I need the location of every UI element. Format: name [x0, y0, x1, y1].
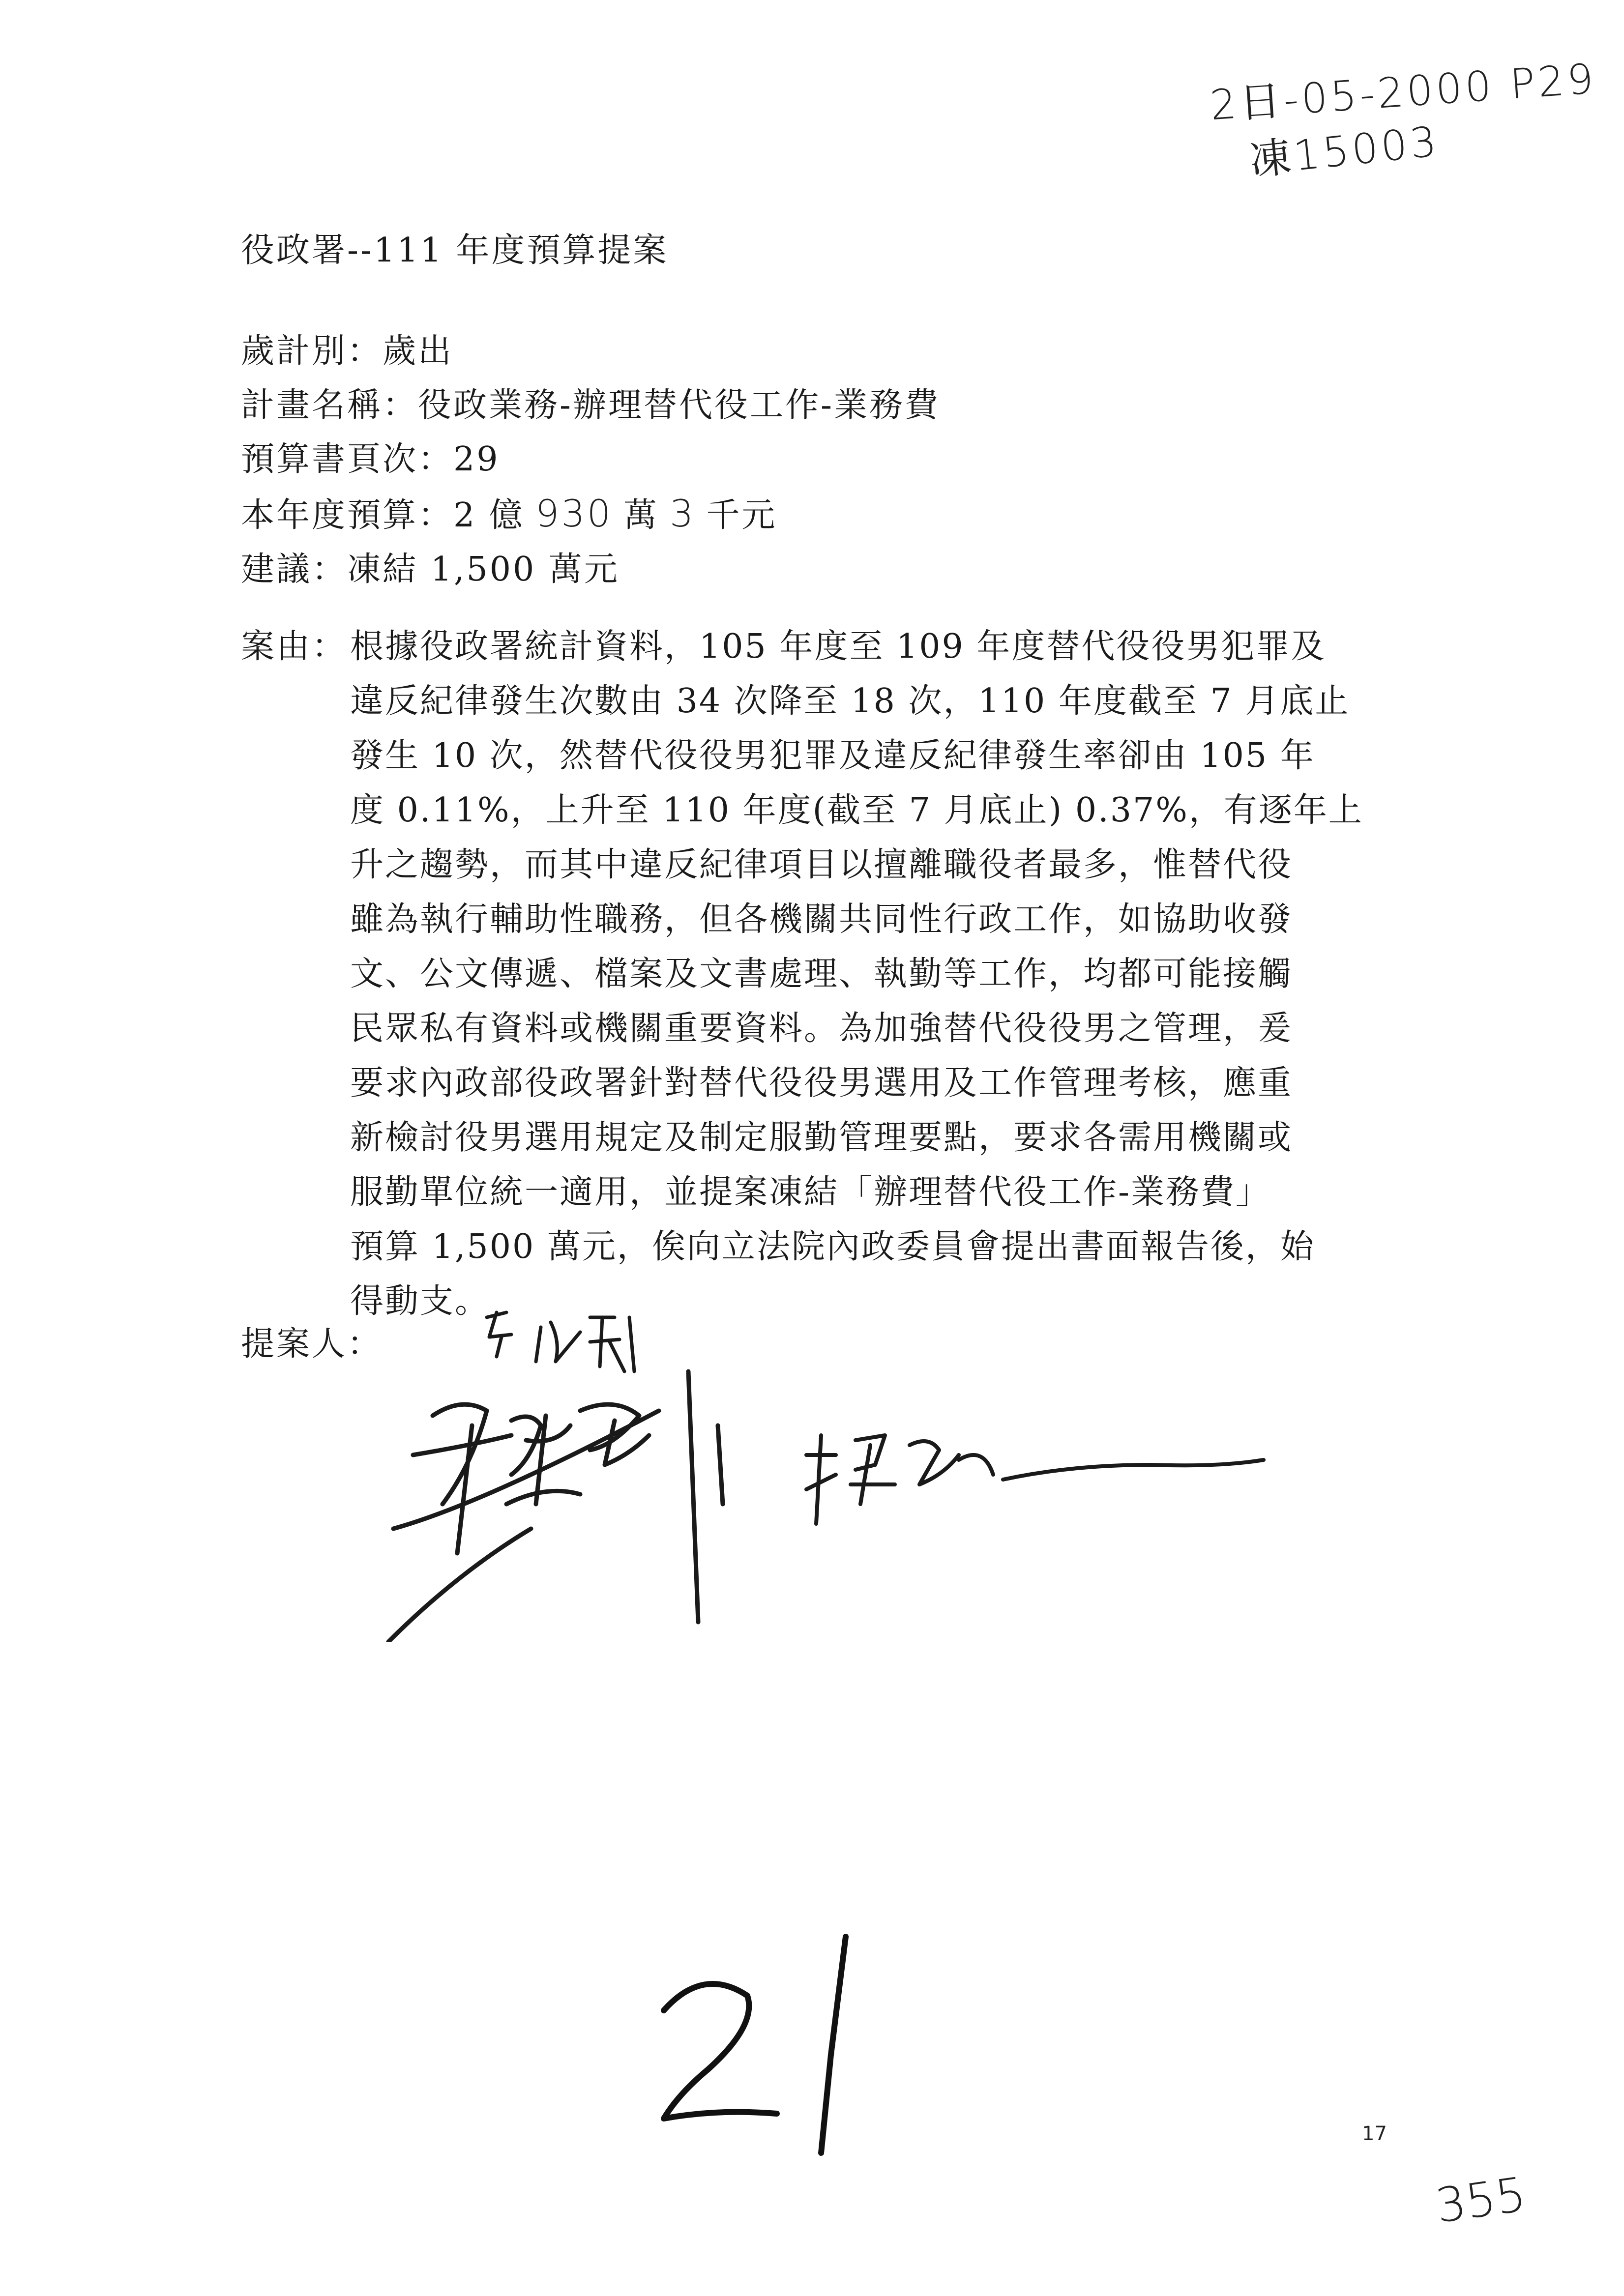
reason-line: 升之趨勢，而其中違反紀律項目以擅離職役者最多，惟替代役 [350, 845, 1293, 884]
budget-suffix: 千元 [706, 496, 777, 535]
reason-line: 度 0.11%，上升至 110 年度(截至 7 月底止) 0.37%，有逐年上 [350, 791, 1363, 830]
reason-line: 得動支。 [350, 1282, 490, 1321]
budget-prefix: 本年度預算：2 億 [241, 496, 525, 535]
signature-small [487, 1312, 634, 1371]
reason-line: 發生 10 次，然替代役役男犯罪及違反紀律發生率卻由 105 年 [350, 736, 1315, 775]
reason-line: 文、公文傳遞、檔案及文書處理、執勤等工作，均都可能接觸 [350, 955, 1293, 993]
proposer-label: 提案人： [241, 1325, 383, 1364]
reason-line: 根據役政署統計資料，105 年度至 109 年度替代役役男犯罪及 [350, 627, 1326, 666]
handwritten-amount-1: 930 [535, 492, 613, 535]
reason-label: 案由： [241, 627, 348, 666]
handwritten-ref-code: 2日-05-2000 P29 [1208, 54, 1598, 130]
signature-large-1 [388, 1404, 659, 1642]
reason-body [350, 619, 1378, 1329]
budget-page-line: 預算書頁次：29 [241, 440, 500, 479]
handwritten-signatures [384, 1298, 1269, 1642]
budget-info [241, 324, 940, 597]
suggestion-line: 建議：凍結 1,500 萬元 [241, 550, 620, 589]
handwritten-page-number: 355 [1432, 2166, 1530, 2234]
handwritten-number-21 [649, 1907, 885, 2163]
reason-line: 服勤單位統一適用，並提案凍結「辦理替代役工作-業務費」 [350, 1173, 1270, 1212]
page-number: 17 [1362, 2122, 1387, 2145]
reason-line: 違反紀律發生次數由 34 次降至 18 次，110 年度截至 7 月底止 [350, 682, 1350, 721]
reason-line: 雖為執行輔助性職務，但各機關共同性行政工作，如協助收發 [350, 900, 1293, 939]
reason-line: 預算 1,500 萬元，俟向立法院內政委員會提出書面報告後，始 [350, 1227, 1315, 1266]
reason-line: 要求內政部役政署針對替代役役男選用及工作管理考核，應重 [350, 1064, 1293, 1103]
category-line: 歲計別：歲出 [241, 332, 454, 371]
budget-mid: 萬 [623, 496, 659, 535]
plan-name-line: 計畫名稱：役政業務-辦理替代役工作-業務費 [241, 386, 940, 425]
document-title: 役政署--111 年度預算提案 [241, 231, 669, 270]
handwritten-amount-2: 3 [669, 492, 696, 535]
reason-line: 新檢討役男選用規定及制定服勤管理要點，要求各需用機關或 [350, 1118, 1293, 1157]
signature-large-2 [806, 1435, 1264, 1524]
reason-line: 民眾私有資料或機關重要資料。為加強替代役役男之管理，爰 [350, 1009, 1293, 1048]
budget-amount-line [241, 487, 940, 543]
handwritten-freeze-code: 凍15003 [1247, 116, 1442, 185]
signature-vertical [688, 1371, 723, 1622]
